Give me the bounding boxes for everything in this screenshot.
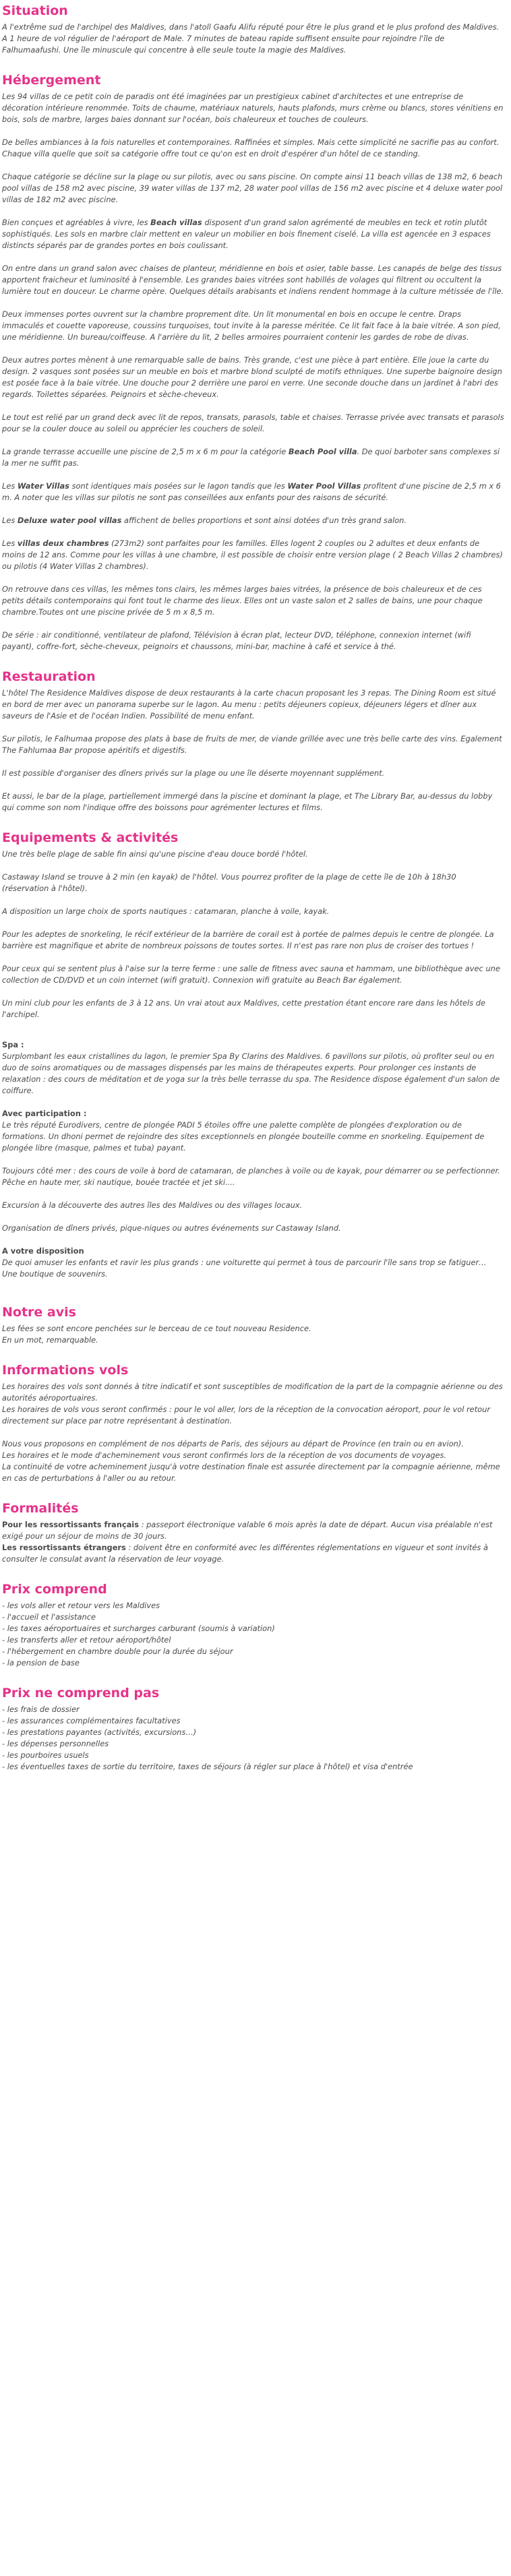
shop-text: Une boutique de souvenirs. (2, 1269, 108, 1279)
equipements-paragraph-1: Une très belle plage de sable fin ainsi qu'une piscine d'eau douce bordé l'hôtel. (2, 849, 308, 859)
vols-paragraph-2: Nous vous proposons en complément de nos départs de Paris, des séjours au départ de Province (en train ou en avion). Les horaires et le mode d'acheminement vous seront confirmés lors de la réception de vos documents de voyages. La continuité de votre acheminement jusqu'à votre destination finale est assurée directement par la compagnie aérienne, même en cas de perturbations à l'aller ou au retour. (2, 1439, 500, 1483)
equipements-paragraph-7: Toujours côté mer : des cours de voile à bord de catamaran, de planches à voile ou de kayak, pour démarrer ou se perfectionner. Pêche en haute mer, ski nautique, bouée tractée et jet ski.... (2, 1166, 500, 1187)
list-item: - les vols aller et retour vers les Maldives (2, 1601, 160, 1610)
list-item: - l'accueil et l'assistance (2, 1612, 96, 1622)
hebergement-heading: Hébergement (2, 73, 101, 88)
hebergement-paragraph-7: Deux autres portes mènent à une remarquable salle de bains. Très grande, c'est une pièce à part entière. Elle joue la carte du design. 2 vasques sont posées sur un meuble en bois et marbre blond sculpté de motifs ethniques. Une superbe baignoire design est posée face à la baie vitrée. Une douche pour 2 derrière une paroi en verre. Une seconde douche dans un jardinet à l'abri des regards. Toilettes séparées. Peignoirs et sèche-cheveux. (2, 355, 502, 399)
spa-paragraph: Spa : Surplombant les eaux cristallines du lagon, le premier Spa By Clarins des Maldives. 6 pavillons sur pilotis, où profiter seul ou en duo de soins aromatiques ou de massages dispensés par les mains de thérapeutes experts. Pour prolonger ces instants de relaxation : des cours de méditation et de yoga sur la très belle terrasse du spa. The Residence dispose également d'un salon de coiffure. (2, 1040, 500, 1095)
equipements-paragraph-5: Pour ceux qui se sentent plus à l'aise sur la terre ferme : une salle de fitness avec sauna et hammam, une bibliothèque avec une collection de CD/DVD et un coin internet (wifi gratuit). Connexion wifi gratuite au Beach Bar également. (2, 964, 500, 985)
diving-paragraph: Avec participation : Le très réputé Eurodivers, centre de plongée PADI 5 étoiles offre une palette complète de plongées d'exploration ou de formations. Un dhoni permet de rejoindre des sites exceptionnels en plongée bouteille comme en snorkeling. Equipement de plongée libre (masque, palmes et tuba) payant. (2, 1109, 485, 1153)
hebergement-paragraph-13: On retrouve dans ces villas, les mêmes tons clairs, les mêmes larges baies vitrées, la présence de bois chaleureux et de ces petits détails contemporains qui font tout le charme des lieux. Elles ont un vaste salon et 2 salles de bains, une pour chaque chambre.Toutes ont une piscine privée de 5 m x 8,5 m. (2, 584, 483, 617)
situation-text: A l'extrême sud de l'archipel des Maldives, dans l'atoll Gaafu Alifu réputé pour être le plus grand et le plus profond des Maldives. A 1 heure de vol régulier de l'aéroport de Male. 7 minutes de bateau rapide suffisent ensuite pour rejoindre l'île de Falhumaafushi. Une île minuscule qui concentre à elle seule toute la magie des Maldives. (2, 22, 500, 55)
restauration-paragraph-1: L'hôtel The Residence Maldives dispose de deux restaurants à la carte chacun proposant les 3 repas. The Dining Room est situé en bord de mer avec un panorama superbe sur le lagon. Au menu : petits déjeuners copieux, déjeuners légers et dîner aux saveurs de l'Asie et de l'océan Indien. Possibilité de menu enfant. (2, 688, 496, 720)
equipements-paragraph-3: A disposition un large choix de sports nautiques : catamaran, planche à voile, kayak. (2, 907, 330, 916)
prix-non-comprend-list (2, 1704, 504, 1773)
list-item: - les transferts aller et retour aéroport/hôtel (2, 1635, 171, 1645)
restauration-heading: Restauration (2, 669, 96, 684)
list-item: - les prestations payantes (activités, excursions…) (2, 1727, 197, 1737)
hebergement-paragraph-1: Les 94 villas de ce petit coin de paradis ont été imaginées par un prestigieux cabinet d'architectes et une entreprise de décoration intérieure renommée. Toits de chaume, matériaux naturels, hauts plafonds, murs crème ou blancs, stores vénitiens en bois, sols de marbre, larges baies donnant sur l'océan, bois chaleureux et touches de couleurs. (2, 92, 504, 124)
formalites-heading: Formalités (2, 1501, 79, 1516)
equipements-paragraph-8: Excursion à la découverte des autres îles des Maldives ou des villages locaux. (2, 1200, 303, 1210)
list-item: - les éventuelles taxes de sortie du territoire, taxes de séjours (à régler sur place à l'hôtel) et visa d'entrée (2, 1762, 413, 1771)
equipements-heading: Equipements & activités (2, 830, 179, 845)
vols-paragraph-1: Les horaires des vols sont donnés à titre indicatif et sont susceptibles de modification de la part de la compagnie aérienne ou des autorités aéroportuaires. Les horaires de vols vous seront confirmés : pour le vol aller, lors de la réception de la convocation aéroport, pour le vol retour directement sur place par notre représentant à destination. (2, 1382, 503, 1425)
hebergement-paragraph-12: Les villas deux chambres (273m2) sont parfaites pour les familles. Elles logent 2 couples ou 2 adultes et deux enfants de moins de 12 ans. Comme pour les villas à une chambre, il est possible de choisir entre version plage ( 2 Beach Villas 2 chambres) ou pilotis (4 Water Villas 2 chambres). (2, 539, 503, 571)
hebergement-paragraph-10: Les Water Villas sont identiques mais posées sur le lagon tandis que les Water Pool Villas profitent d'une piscine de 2,5 m x 6 m. A noter que les villas sur pilotis ne sont pas conseillées aux enfants pour des raisons de sécurité. (2, 481, 501, 502)
prix-comprend-heading: Prix comprend (2, 1582, 107, 1597)
list-item: - les frais de dossier (2, 1705, 80, 1714)
hebergement-paragraph-2: De belles ambiances à la fois naturelles et contemporaines. Raffinées et simples. Mais cette simplicité ne sacrifie pas au confort. Chaque villa quelle que soit sa catégorie offre tout ce qu'on est en droit d'espérer d'un hôtel de ce standing. (2, 137, 500, 158)
prix-comprend-list (2, 1600, 504, 1669)
hebergement-paragraph-6: Deux immenses portes ouvrent sur la chambre proprement dite. Un lit monumental en bois en occupe le centre. Draps immaculés et couette vaporeuse, coussins turquoises, tout invite à la paresse méritée. Ce lit fait face à la baie vitrée. A son pied, une méridienne. Un bureau/coiffeuse. A l'arrière du lit, 2 belles armoires pourraient contenir les gardes de robe de divas. (2, 309, 501, 342)
restauration-paragraph-2: Sur pilotis, le Falhumaa propose des plats à base de fruits de mer, de viande grillée avec une très belle carte des vins. Egalement The Fahlumaa Bar propose apéritifs et digestifs. (2, 734, 502, 755)
equipements-paragraph-2: Castaway Island se trouve à 2 min (en kayak) de l'hôtel. Vous pourrez profiter de la plage de cette île de 10h à 18h30 (réservation à l'hôtel). (2, 872, 456, 893)
prix-non-comprend-heading: Prix ne comprend pas (2, 1686, 160, 1700)
restauration-paragraph-4: Et aussi, le bar de la plage, partiellement immergé dans la piscine et dominant la plage, et The Library Bar, au-dessus du lobby qui comme son nom l'indique offre des boissons pour agrémenter lectures et films. (2, 791, 493, 812)
avis-heading: Notre avis (2, 1305, 76, 1320)
diving-label: Avec participation : (2, 1109, 87, 1118)
equipements-paragraph-4: Pour les adeptes de snorkeling, le récif extérieur de la barrière de corail est à portée de palmes depuis le centre de plongée. La barrière est magnifique et abrite de nombreux poissons de toutes sortes. Il n'est pas rare non plus de croiser des tortues ! (2, 929, 494, 950)
hebergement-paragraph-9: La grande terrasse accueille une piscine de 2,5 m x 6 m pour la catégorie Beach Pool villa. De quoi barboter sans complexes si la mer ne suffit pas. (2, 447, 500, 468)
list-item: - les dépenses personnelles (2, 1739, 109, 1748)
situation-heading: Situation (2, 3, 68, 18)
restauration-paragraph-3: Il est possible d'organiser des dîners privés sur la plage ou une île déserte moyennant supplément. (2, 768, 385, 778)
equipements-paragraph-6: Un mini club pour les enfants de 3 à 12 ans. Un vrai atout aux Maldives, cette prestation étant encore rare dans les hôtels de l'archipel. (2, 998, 486, 1019)
vols-heading: Informations vols (2, 1363, 129, 1378)
avis-text: Les fées se sont encore penchées sur le berceau de ce tout nouveau Residence. En un mot, remarquable. (2, 1324, 311, 1345)
list-item: - les pourboires usuels (2, 1750, 89, 1760)
equipements-paragraph-9: Organisation de dîners privés, pique-niques ou autres événements sur Castaway Island. (2, 1223, 341, 1233)
disposition-paragraph: A votre disposition De quoi amuser les enfants et ravir les plus grands : une voiturette qui permet à tous de parcourir l'île sans trop se fatiguer… Une boutique de souvenirs. (2, 1246, 487, 1279)
hebergement-paragraph-8: Le tout est relié par un grand deck avec lit de repos, transats, parasols, table et chaises. Terrasse privée avec transats et parasols pour se la couler douce au soleil ou apprécier les couchers de soleil. (2, 412, 504, 433)
hebergement-paragraph-3: Chaque catégorie se décline sur la plage ou sur pilotis, avec ou sans piscine. On compte ainsi 11 beach villas de 138 m2, 6 beach pool villas de 158 m2 avec piscine, 39 water villas de 137 m2, 28 water pool villas de 156 m2 avec piscine et 4 deluxe water pool villas de 182 m2 avec piscine. (2, 172, 503, 204)
hebergement-paragraph-4: Bien conçues et agréables à vivre, les Beach villas disposent d'un grand salon agrémenté de meubles en teck et rotin plutôt sophistiqués. Les sols en marbre clair mettent en valeur un mobilier en bois finement ciselé. La villa est agencée en 3 espaces distincts séparés par de grandes portes en bois coulissant. (2, 218, 491, 250)
spa-label: Spa : (2, 1040, 24, 1049)
list-item: - l'hébergement en chambre double pour la durée du séjour (2, 1647, 233, 1656)
disposition-label: A votre disposition (2, 1246, 84, 1256)
hebergement-paragraph-11: Les Deluxe water pool villas affichent de belles proportions et sont ainsi dotées d'un très grand salon. (2, 516, 407, 525)
formalites-text: Pour les ressortissants français : passeport électronique valable 6 mois après la date de départ. Aucun visa préalable n'est exigé pour un séjour de moins de 30 jours. Les ressortissants étrangers : doivent être en conformité avec les différentes réglementations en vigueur et sont invités à consulter le consulat avant la réservation de leur voyage. (2, 1520, 493, 1564)
list-item: - la pension de base (2, 1658, 80, 1667)
list-item: - les assurances complémentaires facultatives (2, 1716, 181, 1725)
hebergement-paragraph-5: On entre dans un grand salon avec chaises de planteur, méridienne en bois et osier, table basse. Les canapés de belge des tissus apportent fraicheur et luminosité à l'ensemble. Les grandes baies vitrées sont habillés de volages qui filtrent ou occultent la lumière tout en douceur. Le charme opère. Quelques détails arabisants et indiens rendent hommage à la culture métissée de l'île. (2, 264, 504, 296)
list-item: - les taxes aéroportuaires et surcharges carburant (soumis à variation) (2, 1624, 275, 1633)
hebergement-paragraph-14: De série : air conditionné, ventilateur de plafond, Télévision à écran plat, lecteur DVD, téléphone, connexion internet (wifi payant), coffre-fort, sèche-cheveux, peignoirs et chaussons, mini-bar, machine à café et service à thé. (2, 630, 471, 651)
